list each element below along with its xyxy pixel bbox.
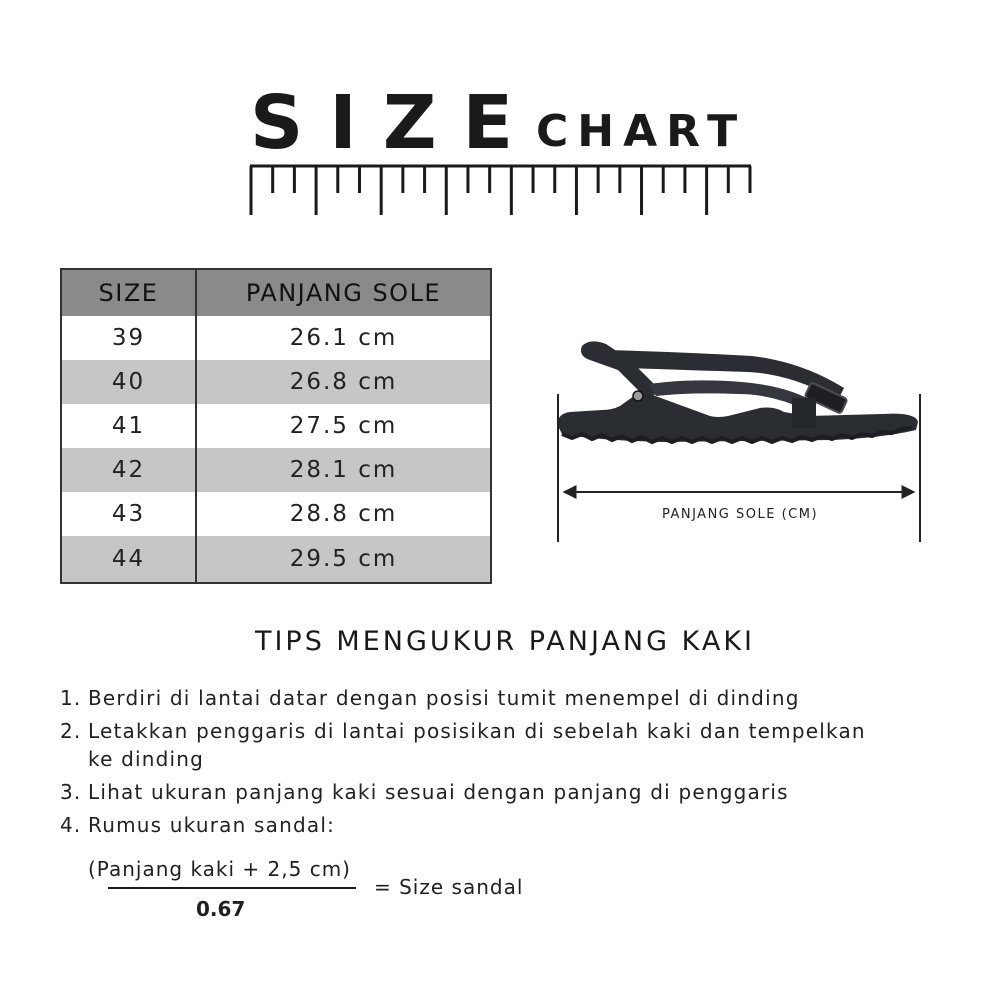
table-row — [61, 492, 491, 536]
formula-denominator: 0.67 — [196, 897, 246, 921]
header-length: PANJANG SOLE — [196, 269, 491, 316]
table-row — [61, 448, 491, 492]
table-row — [61, 316, 491, 360]
tip-number: 1. — [60, 686, 82, 710]
tip-number: 2. — [60, 719, 82, 743]
tip-text: Letakkan penggaris di lantai posisikan di sebelah kaki dan tempelkan — [88, 719, 866, 743]
fraction-line — [108, 887, 356, 889]
size-table — [60, 268, 492, 584]
cell-size: 41 — [61, 404, 196, 448]
tip-text-continued: ke dinding — [88, 747, 205, 771]
tip-number: 3. — [60, 780, 82, 804]
cell-length: 26.8 cm — [196, 360, 491, 404]
cell-size: 42 — [61, 448, 196, 492]
cell-size: 39 — [61, 316, 196, 360]
tip-item — [60, 717, 940, 773]
title-size: SIZE — [250, 80, 540, 166]
heel-strap — [581, 341, 660, 400]
cell-length: 26.1 cm — [196, 316, 491, 360]
header-size: SIZE — [61, 269, 196, 316]
table-header-row — [61, 269, 491, 316]
tip-item — [60, 811, 940, 839]
table-row — [61, 360, 491, 404]
formula — [88, 855, 588, 925]
cell-length: 28.1 cm — [196, 448, 491, 492]
tip-text: Berdiri di lantai datar dengan posisi tumit menempel di dinding — [88, 686, 800, 710]
measure-label: PANJANG SOLE (CM) — [661, 507, 819, 522]
cell-size: 44 — [61, 536, 196, 583]
formula-numerator: (Panjang kaki + 2,5 cm) — [88, 857, 351, 881]
rivet-icon — [633, 391, 643, 401]
cell-size: 40 — [61, 360, 196, 404]
tips-list — [60, 684, 940, 844]
cell-length: 28.8 cm — [196, 492, 491, 536]
tip-text: Rumus ukuran sandal: — [88, 813, 336, 837]
title-chart: CHART — [536, 106, 747, 157]
tip-item — [60, 684, 940, 712]
tip-text: Lihat ukuran panjang kaki sesuai dengan panjang di penggaris — [88, 780, 789, 804]
tip-number: 4. — [60, 813, 82, 837]
tips-title: TIPS MENGUKUR PANJANG KAKI — [254, 626, 756, 657]
cell-length: 29.5 cm — [196, 536, 491, 583]
table-row — [61, 404, 491, 448]
ruler-graphic — [248, 163, 753, 223]
formula-result: = Size sandal — [374, 875, 524, 899]
cell-size: 43 — [61, 492, 196, 536]
table-row — [61, 536, 491, 583]
tip-item — [60, 778, 940, 806]
cell-length: 27.5 cm — [196, 404, 491, 448]
